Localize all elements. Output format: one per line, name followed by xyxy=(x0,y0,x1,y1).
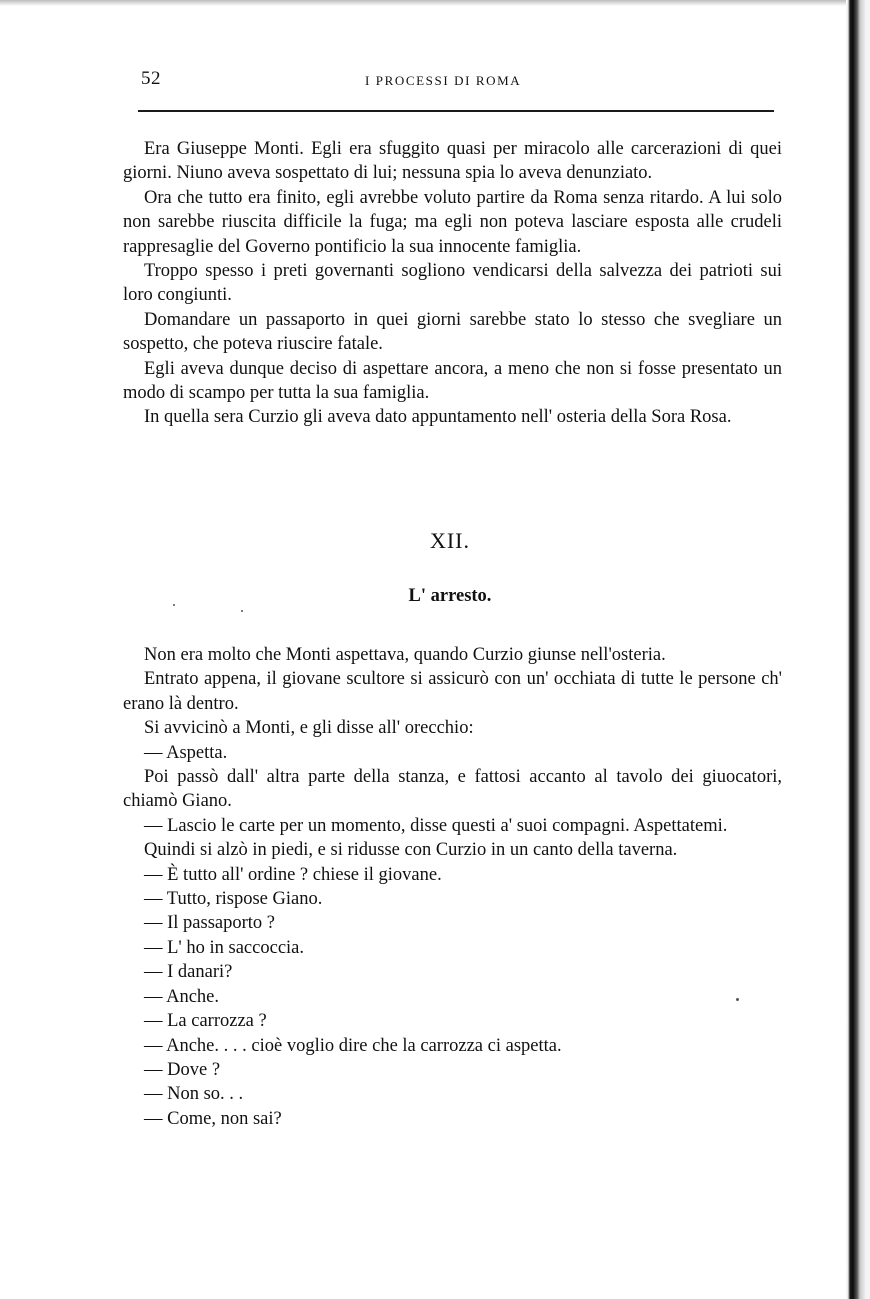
dialogue-line: — Dove ? xyxy=(144,1059,221,1080)
dialogue-line: — Aspetta. xyxy=(144,742,228,763)
dialogue-line: — È tutto all' ordine ? chiese il giovane. xyxy=(144,864,442,885)
paragraph: Troppo spesso i preti governanti sogliono vendicarsi della salvezza dei patrioti sui loro congiunti. xyxy=(123,261,782,306)
dialogue-line: — Lascio le carte per un momento, disse questi a' suoi compagni. Aspettatemi. xyxy=(144,815,728,836)
dialogue-line: — Non so. . . xyxy=(144,1084,244,1105)
ink-speck xyxy=(173,604,175,606)
paragraph: Quindi si alzò in piedi, e si ridusse con Curzio in un canto della taverna. xyxy=(144,840,678,861)
running-head: I PROCESSI DI ROMA xyxy=(365,73,522,88)
dialogue-line: — L' ho in saccoccia. xyxy=(144,937,305,958)
paragraph: Domandare un passaporto in quei giorni sarebbe stato lo stesso che svegliare un sospetto, che poteva riuscire fatale. xyxy=(123,309,782,355)
paragraph: Poi passò dall' altra parte della stanza, e fattosi accanto al tavolo dei giuocatori, chiamò Giano. xyxy=(123,767,782,812)
dialogue-line: — I danari? xyxy=(144,962,233,983)
paragraph: Egli aveva dunque deciso di aspettare ancora, a meno che non si fosse presentato un modo di scampo per tutta la sua famiglia. xyxy=(123,358,782,404)
book-spine-edge xyxy=(846,0,870,1299)
dialogue-line: — Come, non sai? xyxy=(144,1108,282,1129)
chapter-title: L' arresto. xyxy=(408,586,492,606)
paragraph: Si avvicinò a Monti, e gli disse all' orecchio: xyxy=(144,718,474,739)
paragraph: Era Giuseppe Monti. Egli era sfuggito quasi per miracolo alle carcerazioni di quei giorni. Niuno aveva sospettato di lui; nessuna spia lo aveva denunziato. xyxy=(123,139,782,184)
dialogue-line: — La carrozza ? xyxy=(144,1011,267,1032)
dialogue-line: — Tutto, rispose Giano. xyxy=(144,889,323,910)
paragraph: In quella sera Curzio gli aveva dato appuntamento nell' osteria della Sora Rosa. xyxy=(144,407,732,428)
header-rule xyxy=(138,110,774,112)
ink-speck xyxy=(736,998,739,1001)
dialogue-line: — Anche. . . . cioè voglio dire che la carrozza ci aspetta. xyxy=(144,1035,562,1056)
paragraph: Non era molto che Monti aspettava, quando Curzio giunse nell'osteria. xyxy=(144,645,666,665)
paragraph: Entrato appena, il giovane scultore si assicurò con un' occhiata di tutte le persone ch' erano là dentro. xyxy=(123,669,782,714)
page-number: 52 xyxy=(141,68,161,89)
dialogue-line: — Anche. xyxy=(144,986,220,1007)
ink-speck xyxy=(241,610,243,612)
chapter-number: XII. xyxy=(429,528,471,553)
paragraph: Ora che tutto era finito, egli avrebbe voluto partire da Roma senza ritardo. A lui solo non sarebbe riuscita difficile la fuga; ma egli non poteva lasciare esposta alle crudeli rappresaglie del Governo pontificio la sua innocente famiglia. xyxy=(123,187,782,257)
section-2-text xyxy=(123,643,782,1131)
section-1-text xyxy=(123,137,782,430)
dialogue-line: — Il passaporto ? xyxy=(144,913,276,934)
